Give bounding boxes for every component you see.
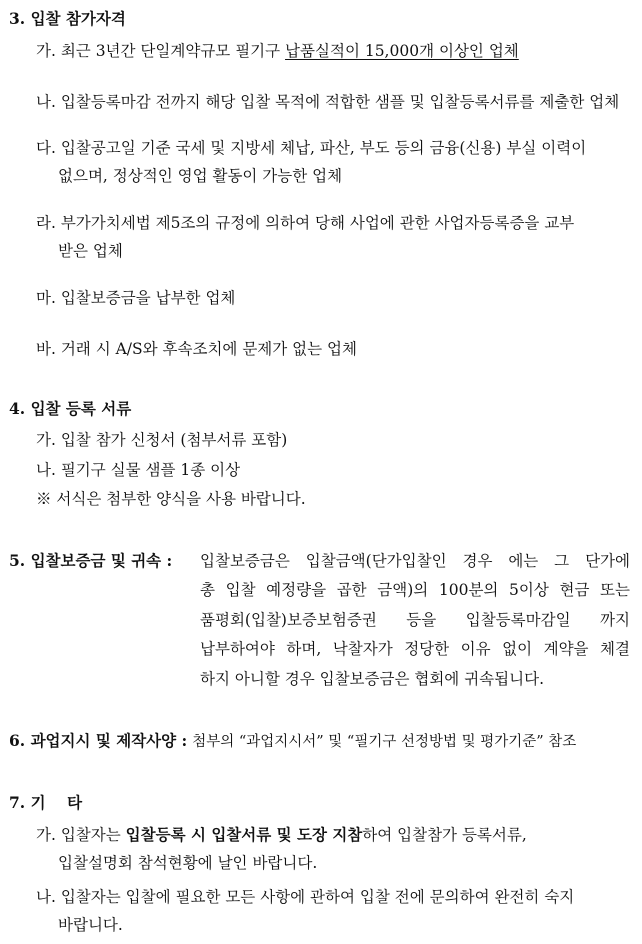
item-4-na: 나. 필기구 실물 샘플 1종 이상: [36, 461, 241, 479]
section-7-title: 7. 기 타: [9, 793, 83, 812]
section-5-line5: 하지 아니할 경우 입찰보증금은 협회에 귀속됩니다.: [200, 670, 544, 688]
item-3-da-line2: 없으며, 정상적인 영업 활동이 가능한 업체: [58, 167, 343, 185]
item-3-ba: 바. 거래 시 A/S와 후속조치에 문제가 없는 업체: [36, 340, 357, 358]
section-6-label: 6. 과업지시 및 제작사양 :: [9, 731, 188, 750]
item-4-ga: 가. 입찰 참가 신청서 (첨부서류 포함): [36, 431, 288, 449]
item-3-ga: [36, 40, 519, 62]
item-3-na: 나. 입찰등록마감 전까지 해당 입찰 목적에 적합한 샘플 및 입찰등록서류를 제출한 업체: [36, 93, 620, 111]
item-4-note: ※ 서식은 첨부한 양식을 사용 바랍니다.: [36, 490, 306, 508]
item-3-ga-underlined: 납품실적이 15,000개 이상인 업체: [285, 42, 519, 60]
item-7-ga-line2: 입찰설명회 참석현황에 날인 바랍니다.: [58, 854, 318, 872]
item-3-ra-line1: 라. 부가가치세법 제5조의 규정에 의하여 당해 사업에 관한 사업자등록증을 교부: [36, 214, 575, 232]
item-3-da-line1: 다. 입찰공고일 기준 국세 및 지방세 체납, 파산, 부도 등의 금융(신용) 부실 이력이: [36, 139, 587, 157]
item-3-ra-line2: 받은 업체: [58, 242, 123, 260]
item-7-ga-bold: 입찰등록 시 입찰서류 및 도장 지참: [125, 825, 363, 844]
item-7-ga-text-pre: 가. 입찰자는: [36, 826, 126, 844]
item-3-ga-text: 가. 최근 3년간 단일계약규모 필기구: [36, 42, 286, 60]
section-5-line1: 입찰보증금은 입찰금액(단가입찰인 경우 에는 그 단가에: [200, 552, 630, 570]
section-6: [9, 730, 576, 753]
item-7-na-line2: 바랍니다.: [58, 916, 123, 934]
section-6-text: 첨부의 “과업지시서” 및 “필기구 선정방법 및 평가기준” 참조: [192, 734, 577, 750]
item-7-ga-line1: [36, 824, 527, 846]
item-7-ga-text-post: 하여 입찰참가 등록서류,: [362, 826, 527, 844]
item-3-ma: 마. 입찰보증금을 납부한 업체: [36, 289, 236, 307]
section-5-line4: 납부하여야 하며, 낙찰자가 정당한 이유 없이 계약을 체결: [200, 640, 630, 658]
section-5-line2: 총 입찰 예정량을 곱한 금액)의 100분의 5이상 현금 또는: [200, 581, 630, 599]
section-5-label: 5. 입찰보증금 및 귀속 :: [9, 551, 173, 570]
section-4-title: 4. 입찰 등록 서류: [9, 399, 132, 418]
section-3-title: 3. 입찰 참가자격: [9, 9, 126, 28]
section-5-line3: 품평회(입찰)보증보험증권 등을 입찰등록마감일 까지: [200, 611, 630, 629]
item-7-na-line1: 나. 입찰자는 입찰에 필요한 모든 사항에 관하여 입찰 전에 문의하여 완전히 숙지: [36, 888, 575, 906]
